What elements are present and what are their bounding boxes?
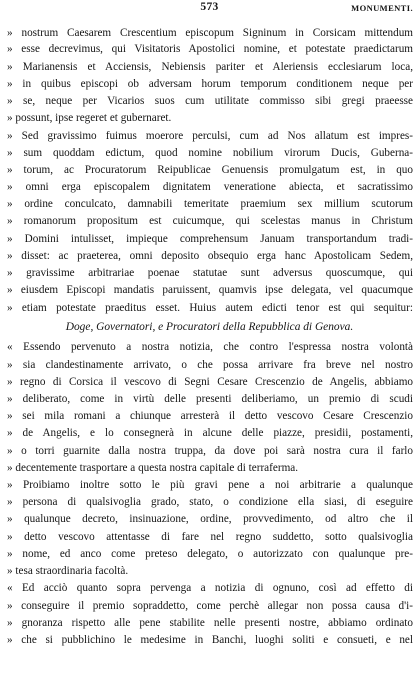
text-line: » torum, ac Procuratorum Reipublicae Genuensis promulgatum est, in quo (7, 164, 413, 176)
text-line: » disset: ac praeterea, omni deposito obsequio erga hanc Apostolicam Sedem, (7, 250, 413, 262)
text-line: » decentemente trasportare a questa nostra capitale di terraferma. (7, 462, 299, 474)
text-line: « Essendo pervenuto a nostra notizia, che contro l'espressa nostra volontà (7, 341, 413, 353)
page-header (0, 0, 419, 16)
text-line: » ordine conculcato, damnabili temeritate praemium sex millium scutorum (7, 198, 413, 210)
text-line: » qualunque decreto, insinuazione, ordine, provvedimento, od altro che il (7, 513, 413, 525)
text-line: « Ed acciò quanto sopra pervenga a notizia di ognuno, così ad effetto di (7, 582, 413, 594)
text-line: » gnoranza rispetto alle pene stabilite nelle presenti nostre, abbiamo ordinato (7, 617, 413, 629)
text-line: » persona di qualsivoglia grado, stato, o condizione ella siasi, di eseguire (7, 496, 413, 508)
page-number: 573 (200, 1, 219, 13)
text-line: » sia clandestinamente arrivato, o che possa arrivare fra breve nel nostro (7, 359, 413, 371)
text-line: » eiusdem Episcopi mandatis paruissent, quamvis ipse delegata, vel quacumque (7, 284, 413, 296)
text-line: » etiam potestate praeditus esset. Huius autem edicti tenor est qui sequitur: (7, 302, 413, 314)
text-line: » Domini intulisset, impieque comprehensum Januam transportandum tradi- (7, 233, 413, 245)
text-line: » nome, ed anco come preteso delegato, o autorizzato con qualunque pre- (7, 548, 413, 560)
text-line: » sei mila romani a chiunque arresterà il detto vescovo Cesare Crescenzio (7, 410, 413, 422)
text-line: » esse decrevimus, qui Visitatoris Apostolici nomine, et potestate praedictarum (7, 43, 413, 55)
text-line: » possunt, ipse regeret et gubernaret. (7, 112, 172, 124)
text-line: » nostrum Caesarem Crescentium episcopum Signinum in Corsicam mittendum (7, 27, 413, 39)
text-line: » de Angelis, e lo consegnerà in alcune delle piazze, presidii, postamenti, (7, 427, 413, 439)
text-line: » regno di Corsica il vescovo di Segni Cesare Crescenzio de Angelis, abbiamo (7, 376, 413, 388)
text-line: » omni erga episcopalem dignitatem veneratione abiecta, et sacratissimo (7, 181, 413, 193)
section-heading: Doge, Governatori, e Procuratori della Repubblica di Genova. (65, 321, 354, 333)
text-line: » gravissime arbitrariae poenae statutae sunt adversus quoscumque, qui (7, 267, 413, 279)
text-line: » se, neque per Vicarios suos cum utilitate commisso sibi gregi praeesse (7, 95, 413, 107)
text-line: » romanorum propositum est cuicumque, qui scelestas manus in Christum (7, 215, 413, 227)
text-line: » Proibiamo inoltre sotto le più gravi pene a noi arbitrarie a qualunque (7, 479, 413, 491)
text-line: » in quibus episcopi ob adversam horum temporum conditionem neque per (7, 78, 413, 90)
text-line: » Marianensis et Acciensis, Nebiensis pariter et Aleriensis ecclesiarum loca, (7, 61, 413, 73)
text-line: » sum quoddam edictum, quod nomine nobilium virorum Ducis, Guberna- (7, 147, 413, 159)
text-line: » Sed gravissimo fuimus moerore perculsi, cum ad Nos allatum est impres- (7, 130, 413, 142)
text-line: » che si pubblichino le medesime in Banchi, luoghi soliti e consueti, e nel (7, 634, 413, 646)
text-line: » tesa straordinaria facoltà. (7, 565, 129, 577)
text-line: » detto vescovo attentasse di fare nel regno suddetto, sotto qualsivoglia (7, 531, 413, 543)
text-line: » deliberato, come in virtù delle presenti deliberiamo, un premio di scudi (7, 393, 413, 405)
text-line: » o torri guarnite dalla nostra truppa, da dove poi sarà nostra cura il farlo (7, 445, 413, 457)
running-head: MONUMENTI. (351, 3, 413, 13)
text-line: » conseguire il premio sopraddetto, come perchè allegar non possa causa d'i- (7, 600, 413, 612)
